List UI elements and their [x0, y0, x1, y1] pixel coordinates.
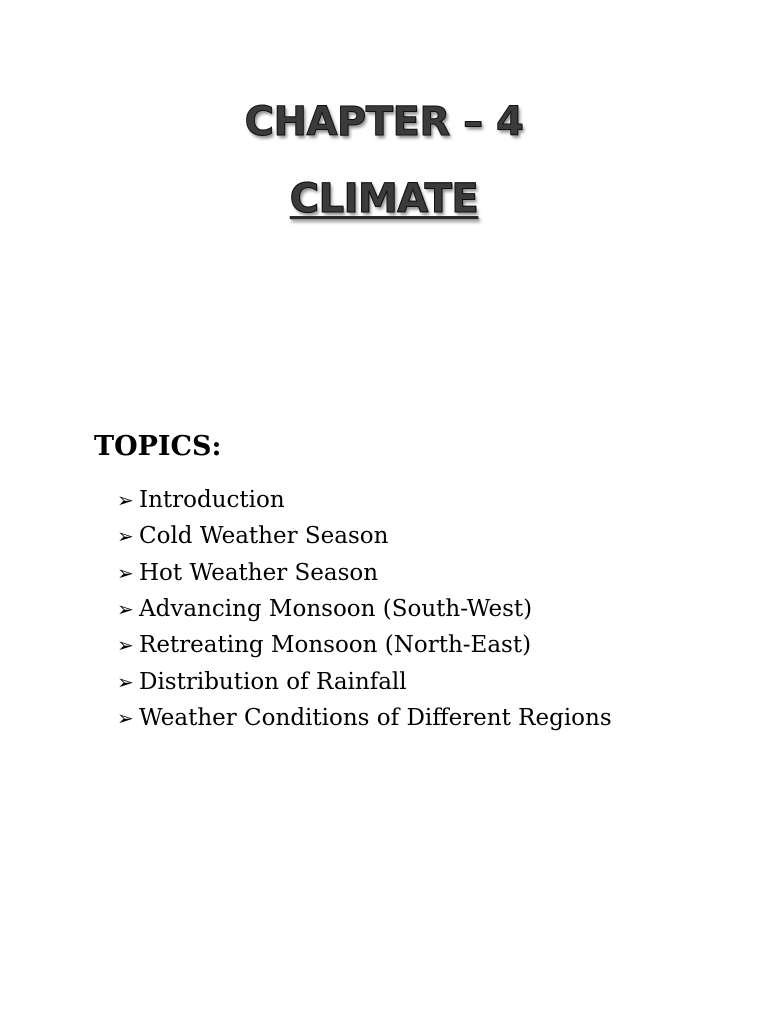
topic-item	[117, 482, 612, 518]
topic-item	[117, 700, 612, 736]
topic-item	[117, 627, 612, 663]
topic-text: Advancing Monsoon (South-West)	[139, 596, 533, 623]
arrowhead-right-icon: ➢	[117, 488, 134, 513]
topic-item	[117, 663, 612, 699]
subject-title-text: CLIMATE	[289, 176, 479, 222]
arrowhead-right-icon: ➢	[117, 560, 134, 585]
arrowhead-right-icon: ➢	[117, 669, 134, 694]
topic-item	[117, 518, 612, 554]
topic-text: Distribution of Rainfall	[139, 668, 407, 695]
topic-text: Cold Weather Season	[139, 523, 389, 550]
arrowhead-right-icon: ➢	[117, 633, 134, 658]
topic-item	[117, 591, 612, 627]
arrowhead-right-icon: ➢	[117, 597, 134, 622]
chapter-title: CHAPTER – 4	[244, 99, 524, 145]
topics-list	[117, 482, 612, 736]
topics-heading: TOPICS:	[94, 431, 222, 462]
topic-text: Hot Weather Season	[139, 559, 379, 586]
topic-text: Retreating Monsoon (North-East)	[139, 632, 532, 659]
topic-text: Weather Conditions of Different Regions	[139, 704, 612, 731]
arrowhead-right-icon: ➢	[117, 524, 134, 549]
arrowhead-right-icon: ➢	[117, 705, 134, 730]
topic-text: Introduction	[139, 487, 285, 514]
subject-title	[0, 175, 768, 223]
topic-item	[117, 555, 612, 591]
